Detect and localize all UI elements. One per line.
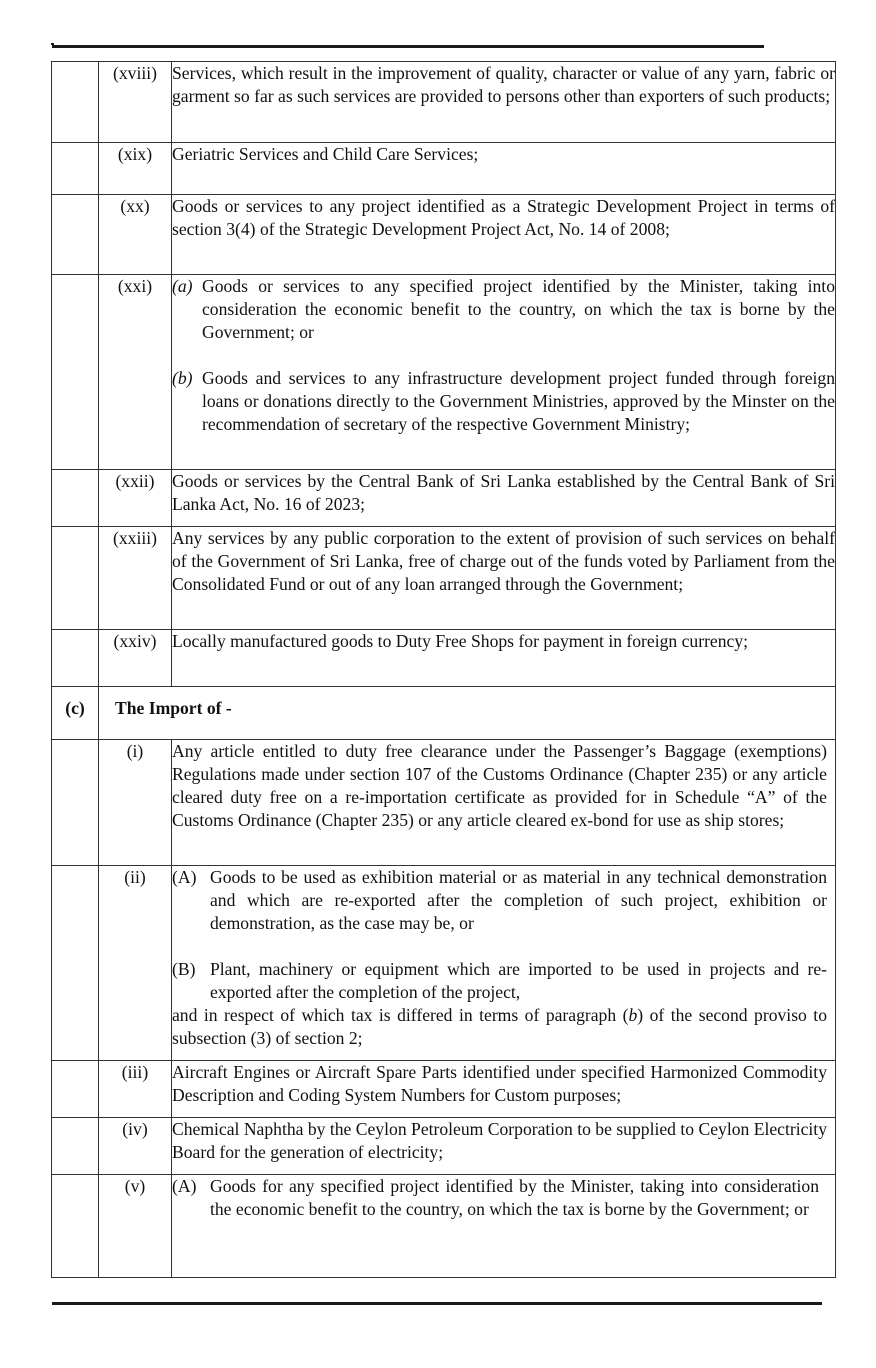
item-number: (v) (99, 1175, 172, 1278)
sub-item-label: (b) (172, 368, 193, 388)
item-text: Locally manufactured goods to Duty Free Shops for payment in foreign currency; (172, 630, 836, 687)
item-number: (xviii) (99, 62, 172, 143)
table-row (52, 740, 836, 866)
item-text: Goods or services to any project identified as a Strategic Development Project in terms of section 3(4) of the Strategic Development Project Act, No. 14 of 2008; (172, 195, 836, 275)
section-cell (52, 740, 99, 866)
table-row (52, 527, 836, 630)
item-number: (xx) (99, 195, 172, 275)
sub-item-label: (B) (172, 959, 196, 979)
paragraph-ref: b (628, 1005, 638, 1025)
item-text: Geriatric Services and Child Care Services; (172, 143, 836, 195)
item-number: (xxiii) (99, 527, 172, 630)
table-row (52, 1061, 836, 1118)
item-text: Any services by any public corporation to the extent of provision of such services on behalf of the Government of Sri Lanka, free of charge out of the funds voted by Parliament from the Consolidated Fund or out of any loan arranged through the Government; (172, 527, 836, 630)
section-cell (52, 195, 99, 275)
section-cell (52, 1175, 99, 1278)
exemption-table (51, 61, 836, 1278)
table-row (52, 275, 836, 470)
table-row (52, 630, 836, 687)
sub-item-b (172, 367, 835, 436)
sub-item-text: Goods to be used as exhibition material or as material in any technical demonstration and which are re-exported after the completion of such project, exhibition or demonstration, as the case may be, or (210, 867, 827, 933)
section-cell (52, 527, 99, 630)
item-text: Aircraft Engines or Aircraft Spare Parts identified under specified Harmonized Commodity Description and Coding System Numbers for Custom purposes; (172, 1061, 836, 1118)
item-number: (i) (99, 740, 172, 866)
item-continuation (172, 1004, 827, 1050)
section-cell (52, 470, 99, 527)
item-number: (ii) (99, 866, 172, 1061)
sub-item-text: Goods and services to any infrastructure development project funded through foreign loans or donations directly to the Government Ministries, approved by the Minster on the recommendation of secretary of the respective Government Ministry; (202, 368, 835, 434)
sub-item-text: Plant, machinery or equipment which are imported to be used in projects and re-exported after the completion of the project, (210, 959, 827, 1002)
item-number: (xxiv) (99, 630, 172, 687)
table-row (52, 866, 836, 1061)
section-header-row (52, 687, 836, 740)
sub-item-label: (A) (172, 867, 197, 887)
section-title: The Import of - (99, 687, 836, 740)
section-cell (52, 1118, 99, 1175)
table-row (52, 195, 836, 275)
sub-item-a (172, 275, 835, 344)
item-text: Goods or services by the Central Bank of Sri Lanka established by the Central Bank of Sri Lanka Act, No. 16 of 2023; (172, 470, 836, 527)
item-text: Services, which result in the improvement of quality, character or value of any yarn, fabric or garment so far as such services are provided to persons other than exporters of such products; (172, 62, 836, 143)
top-rule (52, 45, 764, 48)
item-text: Any article entitled to duty free clearance under the Passenger’s Baggage (exemptions) Regulations made under section 107 of the Customs Ordinance (Chapter 235) or any article cleared duty free on a re-importation certificate as provided for in Schedule “A” of the Customs Ordinance (Chapter 235) or any article cleared ex-bond for use as ship stores; (172, 740, 836, 866)
item-text (172, 1175, 836, 1278)
sub-item-text: Goods or services to any specified project identified by the Minister, taking into consideration the economic benefit to the country, on which the tax is borne by the Government; or (202, 276, 835, 342)
item-text (172, 275, 836, 470)
section-label: (c) (52, 687, 99, 740)
table-row (52, 1118, 836, 1175)
section-cell (52, 866, 99, 1061)
item-number: (iii) (99, 1061, 172, 1118)
section-cell (52, 630, 99, 687)
item-text: Chemical Naphtha by the Ceylon Petroleum Corporation to be supplied to Ceylon Electricity Board for the generation of electricity; (172, 1118, 836, 1175)
item-number: (xix) (99, 143, 172, 195)
item-number: (xxi) (99, 275, 172, 470)
section-cell (52, 143, 99, 195)
table-row (52, 62, 836, 143)
sub-item-label: (A) (172, 1176, 197, 1196)
section-cell (52, 62, 99, 143)
continuation-text: ) of the second proviso to subsection (3) of section 2; (172, 1005, 827, 1048)
sub-item-text: Goods for any specified project identified by the Minister, taking into consideration the economic benefit to the country, on which the tax is borne by the Government; or (210, 1176, 819, 1219)
sub-item-a (172, 1175, 819, 1221)
table-row (52, 143, 836, 195)
section-cell (52, 275, 99, 470)
sub-item-a (172, 866, 827, 935)
bottom-rule (52, 1302, 822, 1305)
continuation-text: and in respect of which tax is differed in terms of paragraph ( (172, 1005, 629, 1025)
table-row (52, 1175, 836, 1278)
item-number: (xxii) (99, 470, 172, 527)
section-cell (52, 1061, 99, 1118)
item-number: (iv) (99, 1118, 172, 1175)
sub-item-label: (a) (172, 276, 193, 296)
item-text (172, 866, 836, 1061)
sub-item-b (172, 958, 827, 1004)
table-row (52, 470, 836, 527)
